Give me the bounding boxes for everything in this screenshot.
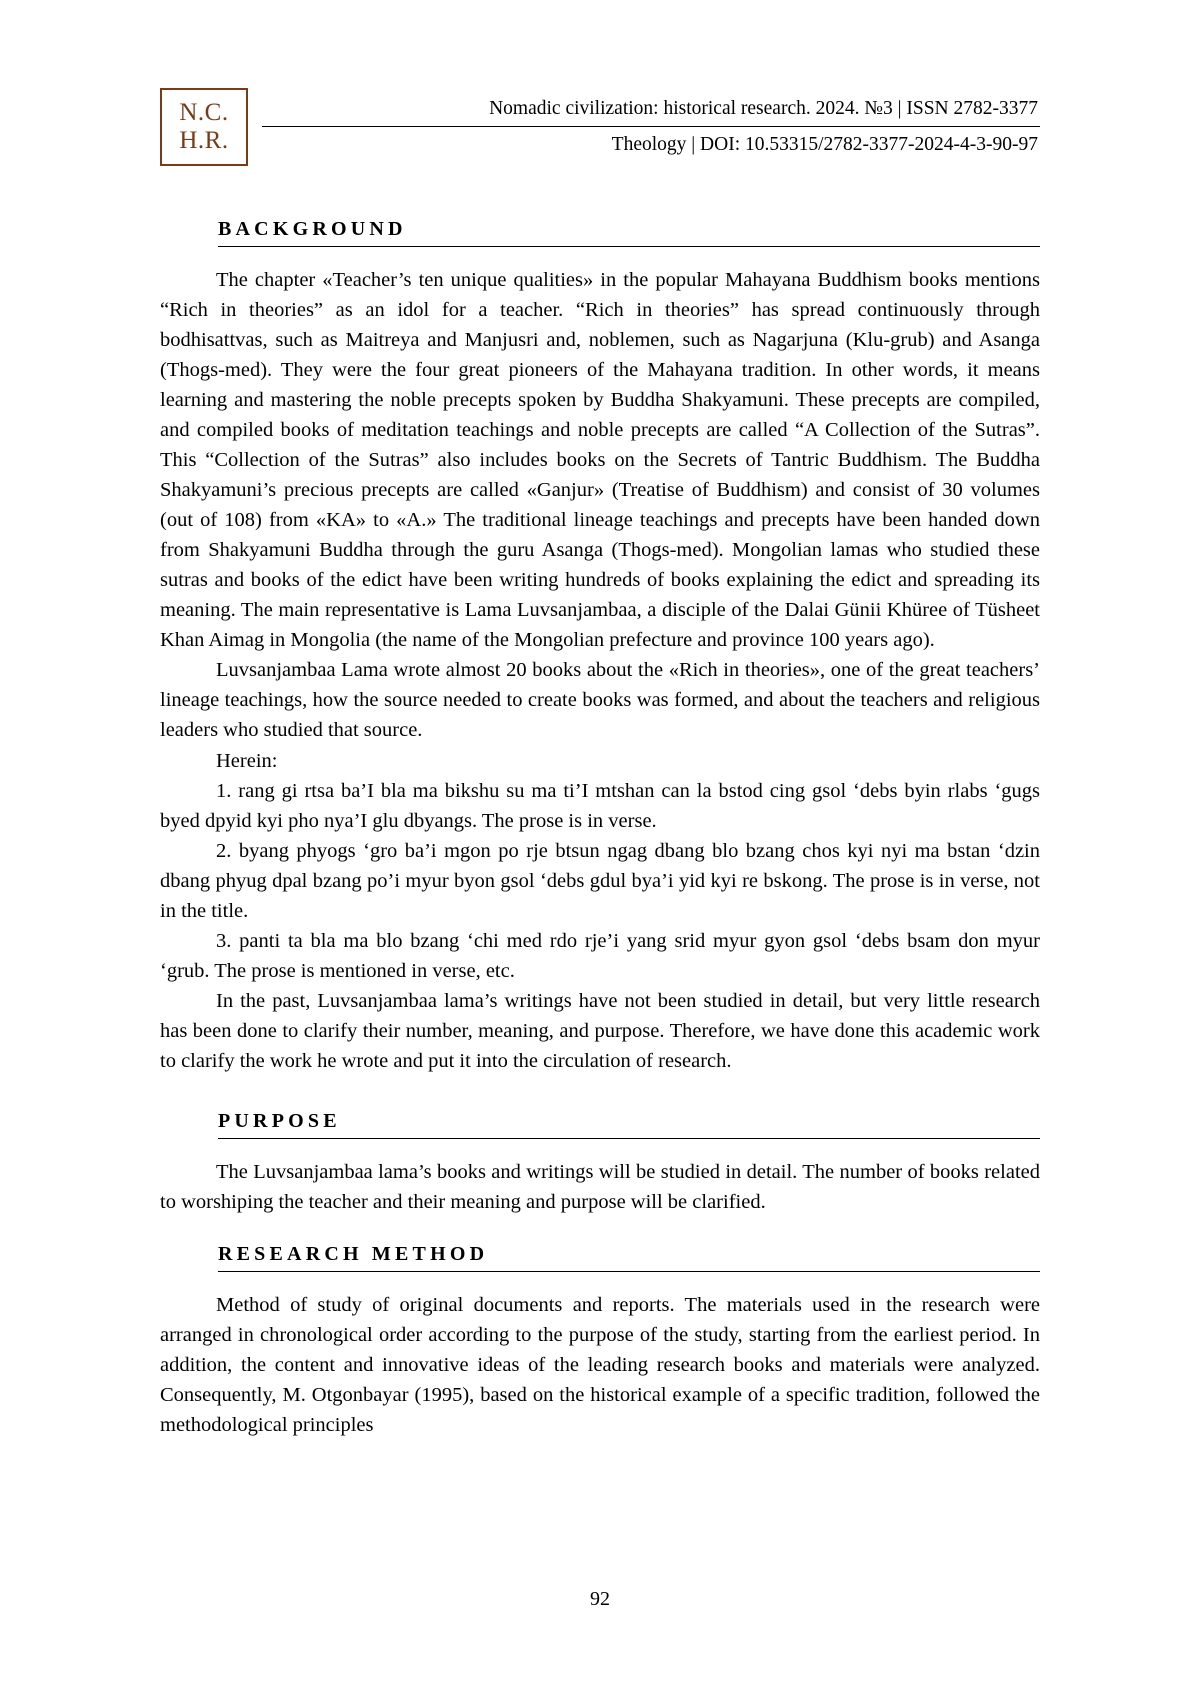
section-heading-background: BACKGROUND [218, 218, 407, 240]
page-header [160, 88, 1040, 166]
doi-line: Theology | DOI: 10.53315/2782-3377-2024-4-3-90-97 [611, 134, 1038, 156]
section-rule-research-method [218, 1271, 1040, 1272]
logo-line-1: N.C. [179, 99, 229, 126]
paragraph: In the past, Luvsanjambaa lama’s writings have not been studied in detail, but very little research has been done to clarify their number, meaning, and purpose. Therefore, we have done this academic work to clarify the work he wrote and put it into the circulation of research. [160, 989, 1040, 1072]
section-rule-purpose [218, 1138, 1040, 1139]
paragraph: The Luvsanjambaa lama’s books and writings will be studied in detail. The number of books related to worshiping the teacher and their meaning and purpose will be clarified. [160, 1160, 1040, 1213]
paragraph: Method of study of original documents and reports. The materials used in the research were arranged in chronological order according to the purpose of the study, starting from the earliest period. In addition, the content and innovative ideas of the leading research books and materials were analyzed. Consequently, M. Otgonbayar (1995), based on the historical example of a specific tradition, followed the methodological principles [160, 1293, 1040, 1437]
logo-line-2: H.R. [179, 127, 229, 154]
paragraph: 3. panti ta bla ma blo bzang ‘chi med rdo rje’i yang srid myur gyon gsol ‘debs bsam don myur ‘grub. The prose is mentioned in verse, etc. [160, 929, 1040, 982]
journal-citation: Nomadic civilization: historical research. 2024. №3 | ISSN 2782-3377 [489, 98, 1038, 119]
section-rule-background [218, 246, 1040, 247]
header-divider [262, 126, 1040, 127]
paragraph: 2. byang phyogs ‘gro ba’i mgon po rje btsun ngag dbang blo bzang chos kyi nyi ma bstan ‘dzin dbang phyug dpal bzang po’i myur byon gsol ‘debs gdul bya’i yid kyi re bskong. The prose is in verse, not in the title. [160, 839, 1040, 922]
section-heading-purpose: PURPOSE [218, 1109, 341, 1132]
section-heading-research-method: RESEARCH METHOD [218, 1242, 489, 1265]
paragraph: The chapter «Teacher’s ten unique qualities» in the popular Mahayana Buddhism books mentions “Rich in theories” as an idol for a teacher. “Rich in theories” has spread continuously through bodhisattvas, such as Maitreya and Manjusri and, noblemen, such as Nagarjuna (Klu-grub) and Asanga (Thogs-med). They were the four great pioneers of the Mahayana tradition. In other words, it means learning and mastering the noble precepts spoken by Buddha Shakyamuni. These precepts are compiled, and compiled books of meditation teachings and noble precepts are called “A Collection of the Sutras”. This “Collection of the Sutras” also includes books on the Secrets of Tantric Buddhism. The Buddha Shakyamuni’s precious precepts are called «Ganjur» (Treatise of Buddhism) and consist of 30 volumes (out of 108) from «KA» to «A.» The traditional lineage teachings and precepts have been handed down from Shakyamuni Buddha through the guru Asanga (Thogs-med). Mongolian lamas who studied these sutras and books of the edict have been writing hundreds of books explaining the edict and spreading its meaning. The main representative is Lama Luvsanjambaa, a disciple of the Dalai Günii Khüree of Tüsheet Khan Aimag in Mongolia (the name of the Mongolian prefecture and province 100 years ago). [160, 269, 1040, 652]
paragraph: Herein: [216, 749, 278, 772]
section-spacer [160, 1217, 1040, 1243]
journal-logo [160, 88, 248, 166]
paragraph: 1. rang gi rtsa ba’I bla ma bikshu su ma ti’I mtshan can la bstod cing gsol ‘debs byin rlabs ‘gugs byed dpyid kyi pho nya’I glu dbyangs. The prose is in verse. [160, 779, 1040, 832]
header-text-block [262, 88, 1040, 160]
section-spacer [160, 1076, 1040, 1110]
paragraph: Luvsanjambaa Lama wrote almost 20 books about the «Rich in theories», one of the great teachers’ lineage teachings, how the source needed to create books was formed, and about the teachers and religious leaders who studied that source. [160, 659, 1040, 742]
page-number: 92 [590, 1588, 610, 1610]
